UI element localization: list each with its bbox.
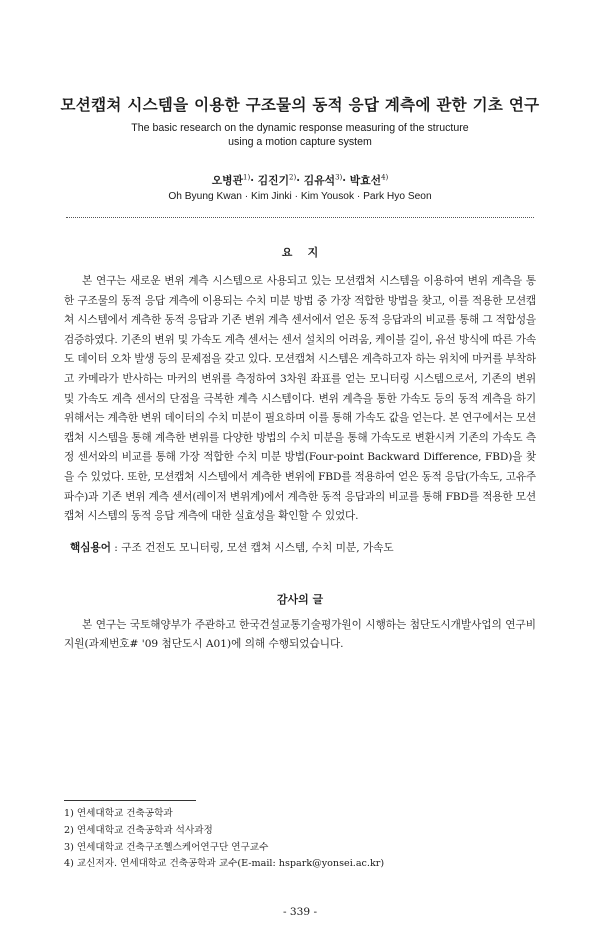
dotted-divider (66, 217, 534, 218)
authors-english: Oh Byung Kwan · Kim Jinki · Kim Yousok · Park Hyo Seon (168, 191, 432, 202)
author-affiliation-mark: 4) (381, 173, 389, 182)
acknowledgment-body: 본 연구는 국토해양부가 주관하고 한국건설교통기술평가원이 시행하는 첨단도시개발사업의 연구비 지원(과제번호# '09 첨단도시 A01)에 의해 수행되었습니다. (64, 618, 536, 651)
author-name: 오병관 (211, 174, 244, 187)
author-name: 김진기 (257, 174, 290, 187)
keywords-label: 핵심용어 (70, 541, 111, 554)
author-name: 박효선 (349, 174, 382, 187)
footnote: 3) 연세대학교 건축구조헬스케어연구단 연구교수 (64, 841, 269, 853)
footnote: 1) 연세대학교 건축공학과 (64, 808, 173, 819)
footnote-rule (64, 800, 196, 801)
footnote: 2) 연세대학교 건축공학과 석사과정 (64, 824, 213, 836)
author-affiliation-mark: 1) (243, 173, 251, 182)
title-english-line-2: using a motion capture system (228, 136, 372, 148)
title-english (54, 121, 546, 149)
footnote: 4) 교신저자. 연세대학교 건축공학과 교수(E-mail: hspark@yonsei.ac.kr) (64, 858, 385, 870)
footnotes (64, 806, 384, 873)
acknowledgment-heading: 감사의 글 (276, 592, 324, 606)
title-english-line-1: The basic research on the dynamic response measuring of the structure (131, 122, 469, 134)
abstract-heading: 요 지 (281, 246, 319, 259)
keywords-line (54, 540, 546, 555)
authors-korean: 오병관$^{1)}$· 김진기$^{2)}$· 김유석$^{3)}$· 박효선$^{4)}$ (211, 173, 389, 187)
abstract-body: 본 연구는 새로운 변위 계측 시스템으로 사용되고 있는 모션캡쳐 시스템을 이용하여 변위 계측을 통한 구조물의 동적 응답 계측에 이용되는 수치 미분 방법 중 가장 적합한 방법을 찾고, 이를 적용한 모션캡쳐 시스템에서 계측한 동적 응답과 기존 변위 계측 센서에서 얻은 동적 응답과의 비교를 통해 그 적합성을 검증하였다. 기존의 변위 및 가속도 계측 센서는 센서 설치의 어려움, 케이블 길이, 유선 방식에 따른 가속도 데이터 오차 발생 등의 문제점을 갖고 있다. 모션캡쳐 시스템은 계측하고자 하는 위치에 마커를 부착하고 카메라가 반사하는 마커의 변위를 측정하여 3차원 좌표를 얻는 모니터링 시스템으로서, 기존의 변위 및 가속도 계측 센서의 단점을 극복한 계측 시스템이다. 변위 계측을 통한 가속도 등의 동적 계측을 하기 위해서는 계측한 변위 데이터의 수치 미분이 필요하며 이를 통해 가속도 값을 얻는다. 본 연구에서는 모션 캡쳐 시스템을 통해 계측한 변위를 다양한 방법의 수치 미분을 통해 가속도로 변환시켜 기존의 가속도 측정 센서와의 비교를 통해 가장 적합한 수치 미분 방법(Four-point Backward Difference, FBD)을 찾을 수 있었다. 또한, 모션캡쳐 시스템에서 계측한 변위에 FBD를 적용하여 얻은 동적 응답(가속도, 고유주파수)과 기존 변위 계측 센서(레이저 변위계)에서 계측한 동적 응답과의 비교를 통해 FBD를 적용한 모션캡쳐 시스템의 동적 응답 계측에 대한 실효성을 확인할 수 있었다. (64, 275, 536, 523)
title-korean: 모션캡쳐 시스템을 이용한 구조물의 동적 응답 계측에 관한 기초 연구 (60, 95, 540, 114)
page-number: - 339 - (282, 906, 318, 918)
keywords-text: : 구조 건전도 모니터링, 모션 캡쳐 시스템, 수치 미분, 가속도 (110, 541, 394, 554)
author-affiliation-mark: 2) (289, 173, 297, 182)
paper-page (0, 93, 600, 941)
author-name: 김유석 (303, 174, 336, 187)
author-affiliation-mark: 3) (335, 173, 343, 182)
